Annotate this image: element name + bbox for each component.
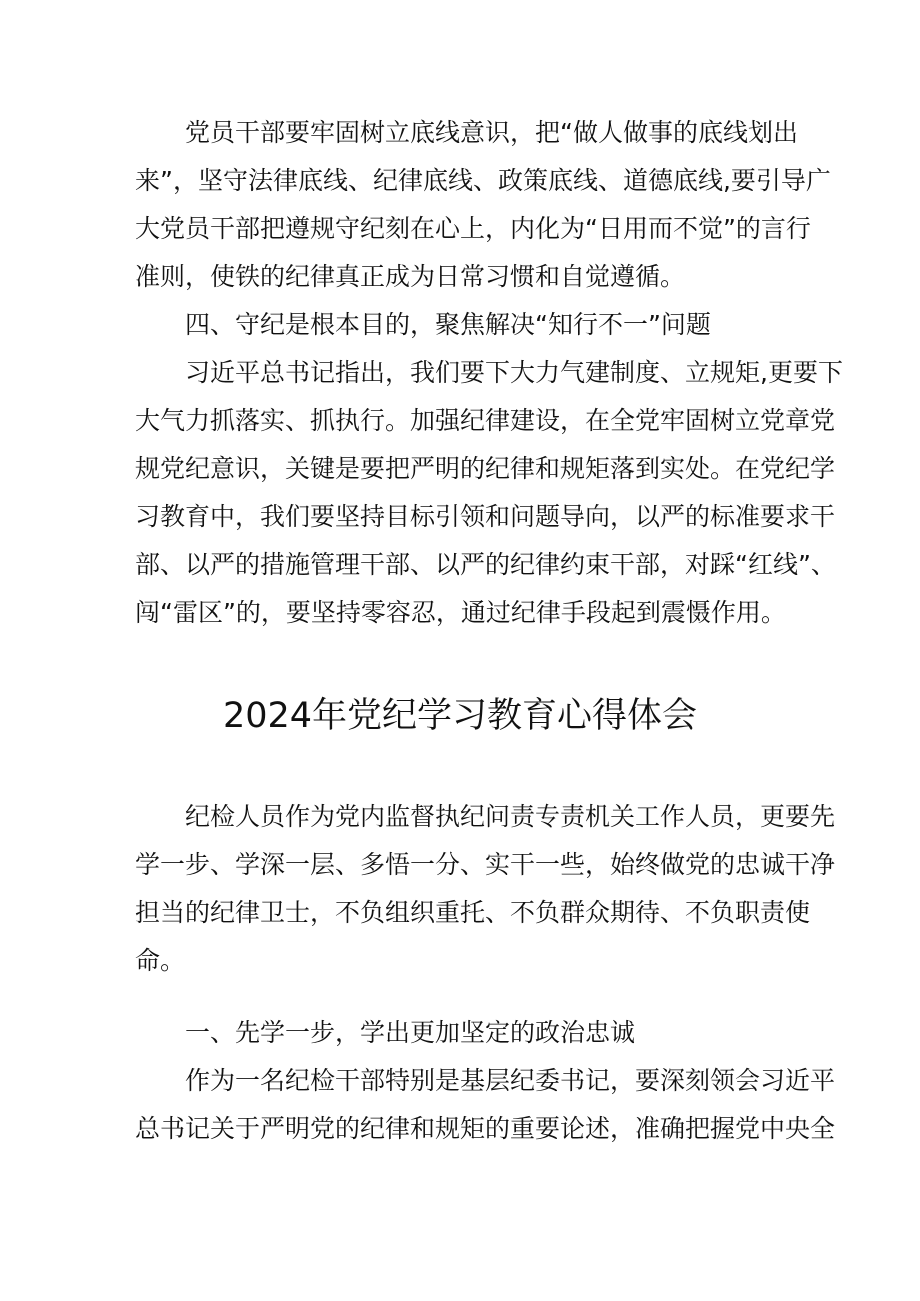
paragraph-1-line-2: 来”，坚守法律底线、纪律底线、政策底线、道德底线,要引导广 bbox=[135, 166, 831, 195]
section-heading-1: 一、先学一步，学出更加坚定的政治忠诚 bbox=[185, 1018, 636, 1047]
paragraph-1-line-1: 党员干部要牢固树立底线意识，把“做人做事的底线划出 bbox=[185, 118, 798, 147]
paragraph-1-line-3: 大党员干部把遵规守纪刻在心上，内化为“日用而不觉”的言行 bbox=[135, 214, 811, 243]
paragraph-2-line-3: 规党纪意识，关键是要把严明的纪律和规矩落到实处。在党纪学 bbox=[135, 454, 836, 483]
paragraph-2-line-2: 大气力抓落实、抓执行。加强纪律建设，在全党牢固树立党章党 bbox=[135, 406, 836, 435]
document-title: 2024年党纪学习教育心得体会 bbox=[222, 696, 698, 736]
intro-line-1: 纪检人员作为党内监督执纪问责专责机关工作人员，更要先 bbox=[185, 802, 836, 831]
paragraph-3-line-1: 作为一名纪检干部特别是基层纪委书记，要深刻领会习近平 bbox=[185, 1066, 836, 1095]
paragraph-1-line-4: 准则，使铁的纪律真正成为日常习惯和自觉遵循。 bbox=[135, 262, 686, 291]
intro-line-4: 命。 bbox=[135, 946, 186, 975]
paragraph-2-line-1: 习近平总书记指出，我们要下大力气建制度、立规矩,更要下 bbox=[185, 358, 843, 387]
paragraph-3-line-2: 总书记关于严明党的纪律和规矩的重要论述，准确把握党中央全 bbox=[135, 1114, 836, 1143]
paragraph-2-line-4: 习教育中，我们要坚持目标引领和问题导向，以严的标准要求干 bbox=[135, 502, 836, 531]
paragraph-2-line-6: 闯“雷区”的，要坚持零容忍，通过纪律手段起到震慑作用。 bbox=[135, 598, 786, 627]
intro-line-3: 担当的纪律卫士，不负组织重托、不负群众期待、不负职责使 bbox=[135, 898, 811, 927]
paragraph-2-line-5: 部、以严的措施管理干部、以严的纪律约束干部，对踩“红线”、 bbox=[135, 550, 836, 579]
intro-line-2: 学一步、学深一层、多悟一分、实干一些，始终做党的忠诚干净 bbox=[135, 850, 836, 879]
section-heading-4: 四、守纪是根本目的，聚焦解决“知行不一”问题 bbox=[185, 310, 711, 339]
